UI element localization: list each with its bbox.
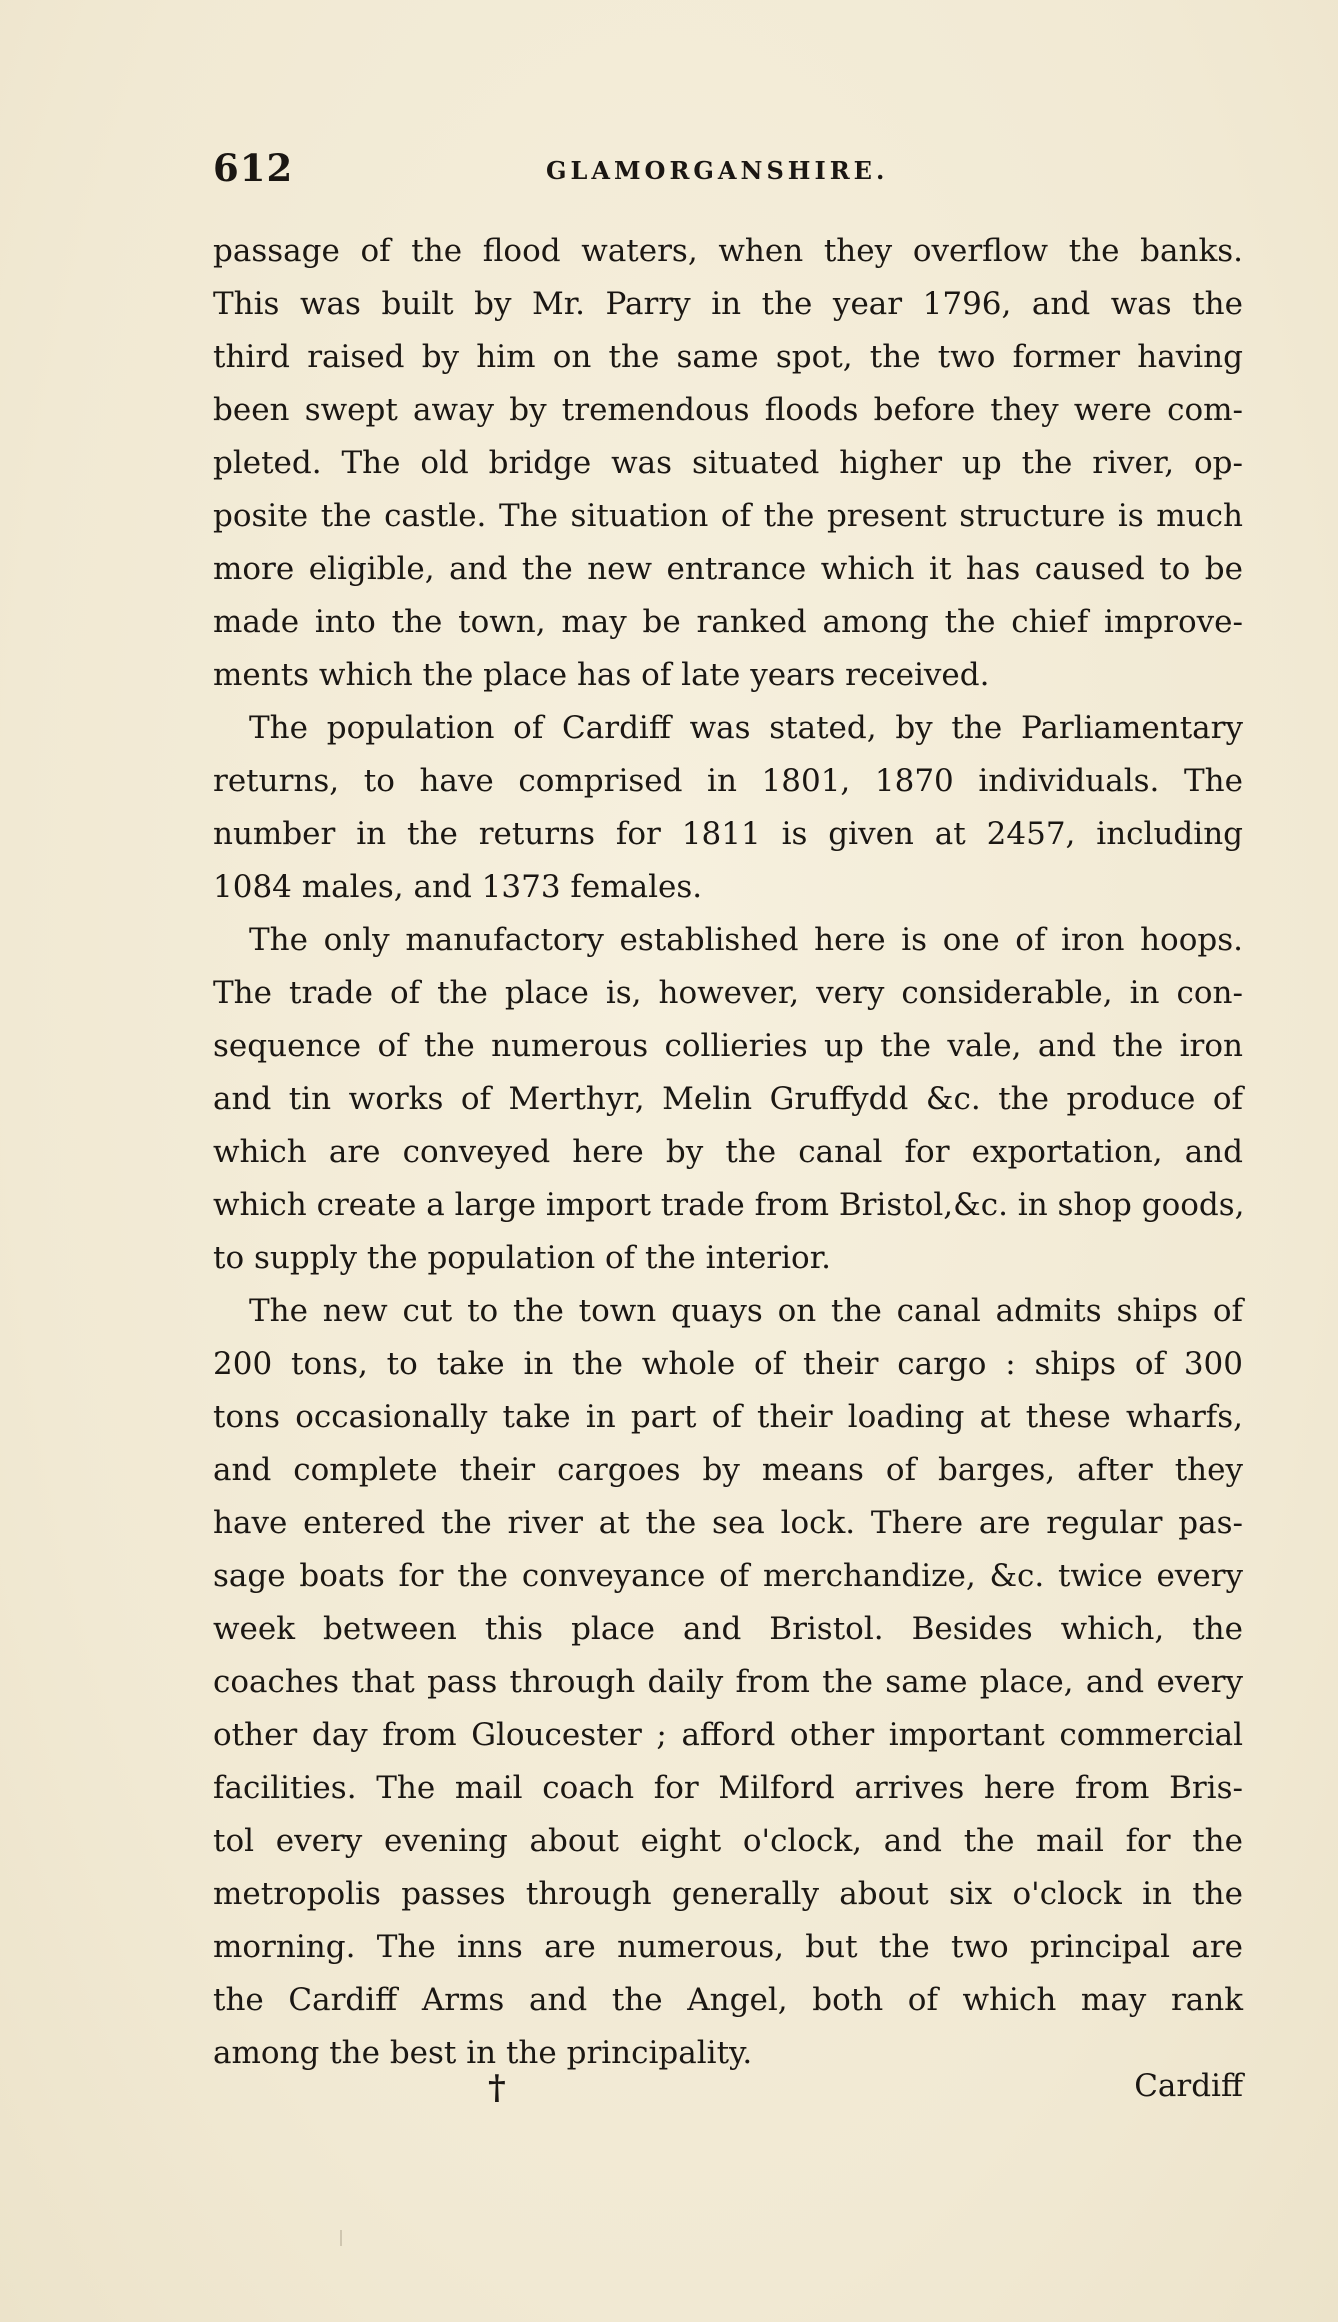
text-line: sequence of the numerous collieries up the vale, and the iron [213, 1028, 1243, 1064]
text-line: have entered the river at the sea lock. There are regular pas- [213, 1505, 1243, 1541]
text-line: returns, to have comprised in 1801, 1870 individuals. The [213, 763, 1243, 799]
text-line: and complete their cargoes by means of barges, after they [213, 1452, 1243, 1488]
text-line: facilities. The mail coach for Milford arrives here from Bris- [213, 1770, 1243, 1806]
text-line: passage of the flood waters, when they overflow the banks. [213, 233, 1243, 269]
text-line: metropolis passes through generally about six o'clock in the [213, 1876, 1243, 1912]
running-head: GLAMORGANSHIRE. [546, 156, 889, 185]
text-line: which create a large import trade from Bristol,&c. in shop goods, [213, 1187, 1245, 1223]
paragraph-start-line [213, 702, 1243, 755]
text-line: the Cardiff Arms and the Angel, both of which may rank [213, 1982, 1243, 2018]
signature-mark: † [488, 2068, 506, 2108]
text-line: among the best in the principality. [213, 2035, 753, 2071]
paragraph-start-text: The only manufactory established here is one of iron hoops. [249, 922, 1243, 958]
paragraph-start-text: The new cut to the town quays on the canal admits ships of [249, 1293, 1243, 1329]
text-line: which are conveyed here by the canal for exportation, and [213, 1134, 1243, 1170]
text-line: The trade of the place is, however, very considerable, in con- [213, 975, 1243, 1011]
text-line: posite the castle. The situation of the present structure is much [213, 498, 1243, 534]
paragraph-start-line [213, 914, 1243, 967]
text-line: week between this place and Bristol. Besides which, the [213, 1611, 1243, 1647]
paragraph-start-text: The population of Cardiff was stated, by the Parliamentary [249, 710, 1243, 746]
page-header [213, 146, 1243, 196]
text-line: been swept away by tremendous floods before they were com- [213, 392, 1243, 428]
page-footer [213, 2068, 1243, 2124]
text-line: This was built by Mr. Parry in the year 1796, and was the [213, 286, 1243, 322]
text-line: 1084 males, and 1373 females. [213, 869, 703, 905]
text-line: morning. The inns are numerous, but the two principal are [213, 1929, 1243, 1965]
paper-speck [340, 2230, 342, 2246]
text-line: 200 tons, to take in the whole of their cargo : ships of 300 [213, 1346, 1243, 1382]
text-line: pleted. The old bridge was situated higher up the river, op- [213, 445, 1243, 481]
text-line: other day from Gloucester ; afford other important commercial [213, 1717, 1243, 1753]
paragraph-start-line [213, 1285, 1243, 1338]
page-number: 612 [213, 146, 294, 190]
text-line: ments which the place has of late years received. [213, 657, 990, 693]
text-line: tol every evening about eight o'clock, and the mail for the [213, 1823, 1243, 1859]
text-line: number in the returns for 1811 is given at 2457, including [213, 816, 1243, 852]
text-line: tons occasionally take in part of their loading at these wharfs, [213, 1399, 1243, 1435]
catchword: Cardiff [1134, 2068, 1243, 2104]
text-line: more eligible, and the new entrance which it has caused to be [213, 551, 1243, 587]
text-line: and tin works of Merthyr, Melin Gruffydd &c. the produce of [213, 1081, 1243, 1117]
text-line: made into the town, may be ranked among the chief improve- [213, 604, 1243, 640]
text-line: to supply the population of the interior. [213, 1240, 831, 1276]
text-line: third raised by him on the same spot, the two former having [213, 339, 1243, 375]
text-line: sage boats for the conveyance of merchandize, &c. twice every [213, 1558, 1243, 1594]
text-line: coaches that pass through daily from the same place, and every [213, 1664, 1243, 1700]
body-text [213, 225, 1243, 2080]
